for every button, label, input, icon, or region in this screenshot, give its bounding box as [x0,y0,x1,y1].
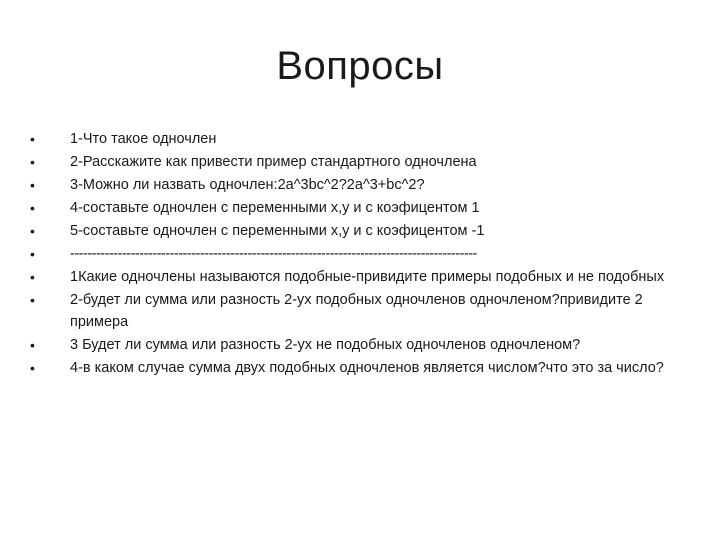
list-item [28,151,688,173]
question-text: 1-Что такое одночлен [70,131,217,147]
question-text: 1Какие одночлены называются подобные-привидите примеры подобных и не подобных [70,269,665,285]
list-item [28,266,688,288]
bullet-icon: • [30,154,35,170]
question-text: 2-Расскажите как привести пример стандартного одночлена [70,154,477,170]
question-text: 4-в каком случае сумма двух подобных одночленов является числом?что это за число? [70,360,664,376]
question-text: 4-составьте одночлен с переменными х,у и с коэфицентом 1 [70,200,480,216]
bullet-icon: • [30,269,35,285]
list-item [28,220,688,242]
question-text: 2-будет ли сумма или разность 2-ух подобных одночленов одночленом?привидите 2 примера [70,292,643,330]
list-item [28,243,688,265]
bullet-icon: • [30,177,35,193]
list-item [28,289,688,333]
list-item [28,128,688,150]
question-list [28,128,688,380]
slide-title: Вопросы [276,44,444,88]
question-text: 3 Будет ли сумма или разность 2-ух не подобных одночленов одночленом? [70,337,581,353]
bullet-icon: • [30,200,35,216]
bullet-icon: • [30,223,35,239]
list-item [28,174,688,196]
list-item [28,334,688,356]
bullet-icon: • [30,337,35,353]
bullet-icon: • [30,131,35,147]
divider-line: ---------------------------------------------------------------------------------------------- [70,246,477,262]
bullet-icon: • [30,360,35,376]
list-item [28,197,688,219]
question-text: 3-Можно ли назвать одночлен:2a^3bc^2?2a^3+bc^2? [70,177,425,193]
bullet-icon: • [30,246,35,262]
bullet-icon: • [30,292,35,308]
question-text: 5-составьте одночлен с переменными х,у и с коэфицентом -1 [70,223,485,239]
list-item [28,357,688,379]
